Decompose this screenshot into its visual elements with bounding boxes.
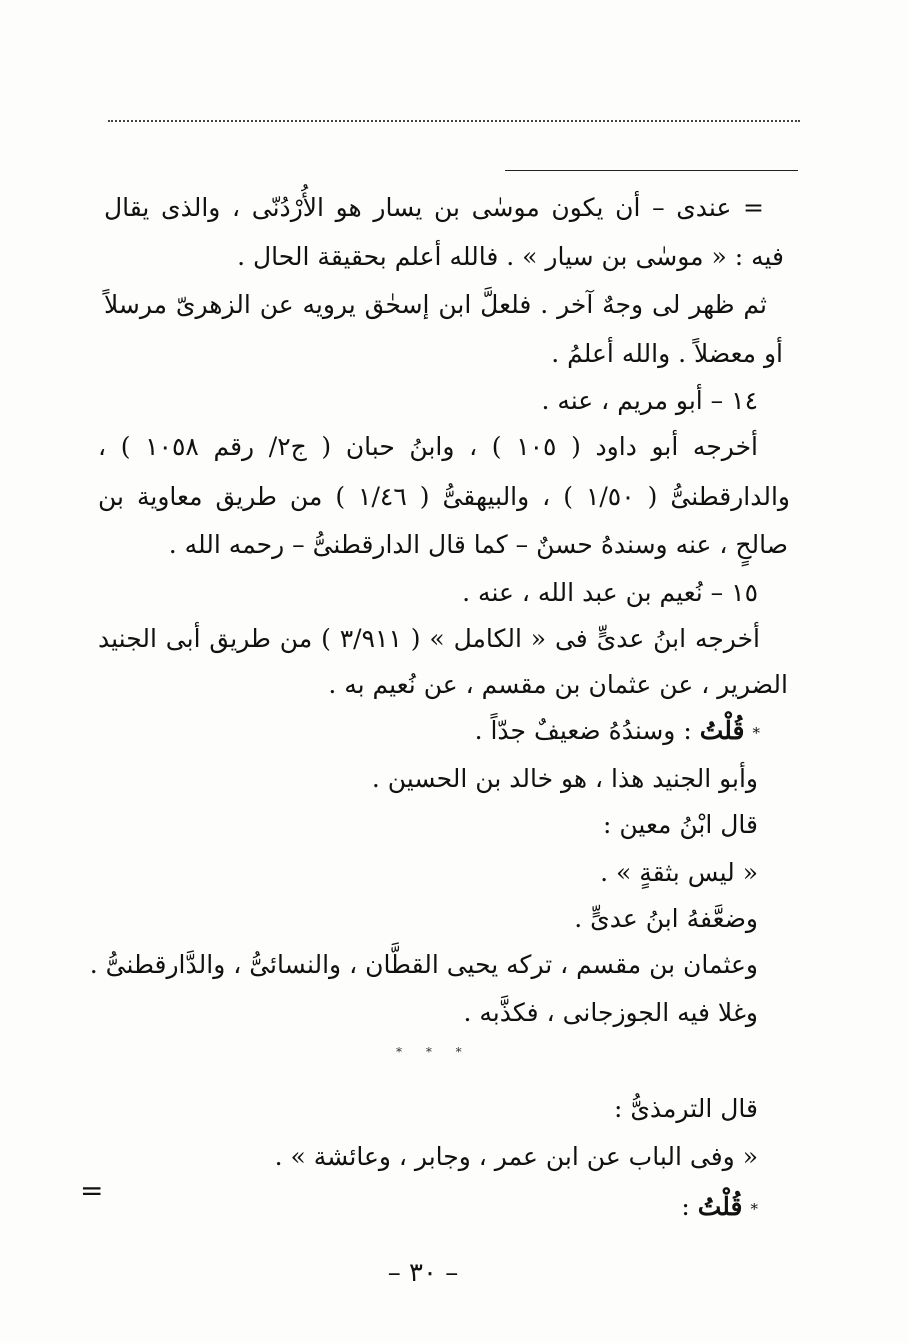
- dotted-divider: [108, 120, 800, 122]
- body-line-12: قال ابْنُ معين :: [603, 810, 758, 839]
- body-line-1: ثم ظهر لى وجهٌ آخر . فلعلَّ ابن إسحٰق يرويه عن الزهرىّ مرسلاً: [104, 290, 767, 319]
- body-line-14: وضعَّفهُ ابنُ عدىٍّ .: [574, 904, 758, 933]
- qult-label: قُلْتُ: [697, 1192, 743, 1221]
- body-line-11: وأبو الجنيد هذا ، هو خالد بن الحسين .: [371, 764, 758, 793]
- body-line-8: أخرجه ابنُ عدىٍّ فى « الكامل » ( ٣/٩١١ ) من طريق أبى الجنيد: [98, 624, 760, 653]
- body-line-2: أو معضلاً . والله أعلمُ .: [551, 339, 783, 368]
- footnote-rule: [505, 170, 798, 171]
- body-line-15: وعثمان بن مقسم ، تركه يحيى القطَّان ، والنسائىُّ ، والدَّارقطنىُّ .: [89, 950, 758, 979]
- page-number: – ٣٠ –: [387, 1258, 459, 1288]
- asterisk-icon: *: [752, 723, 760, 742]
- body-line-9: الضرير ، عن عثمان بن مقسم ، عن نُعيم به .: [328, 670, 788, 699]
- comment-text: :: [681, 1192, 690, 1221]
- asterisk-icon: *: [750, 1199, 758, 1218]
- body-line-6: صالحٍ ، عنه وسندهُ حسنٌ – كما قال الدارقطنىُّ – رحمه الله .: [168, 530, 788, 559]
- footnote-line-1: = عندى – أن يكون موسٰى بن يسار هو الأُرْدُنّى ، والذى يقال: [104, 193, 764, 222]
- entry-heading-15: ١٥ – نُعيم بن عبد الله ، عنه .: [462, 578, 758, 607]
- entry-heading-14: ١٤ – أبو مريم ، عنه .: [541, 386, 758, 415]
- section-separator: * * *: [396, 1045, 472, 1059]
- body-line-16: وغلا فيه الجوزجانى ، فكذَّبه .: [463, 998, 758, 1027]
- footnote-line-2: فيه : « موسٰى بن سيار » . فالله أعلم بحقيقة الحال .: [237, 242, 784, 271]
- comment-text: : وسندُهُ ضعيفٌ جدّاً .: [474, 716, 692, 745]
- body-line-5: والدارقطنىُّ ( ١/٥٠ ) ، والبيهقىُّ ( ١/٤٦ ) من طريق معاوية بن: [98, 482, 790, 511]
- continuation-mark: =: [80, 1174, 104, 1207]
- body-line-18: « وفى الباب عن ابن عمر ، وجابر ، وعائشة » .: [274, 1142, 758, 1171]
- body-line-17: قال الترمذىُّ :: [613, 1094, 758, 1123]
- comment-line-2: [681, 1190, 758, 1224]
- body-line-4: أخرجه أبو داود ( ١٠٥ ) ، وابنُ حبان ( ج٢/ رقم ١٠٥٨ ) ،: [98, 432, 758, 461]
- comment-line-1: [475, 714, 760, 748]
- qult-label: قُلْتُ: [699, 716, 745, 745]
- body-line-13: « ليس بثقةٍ » .: [600, 858, 758, 887]
